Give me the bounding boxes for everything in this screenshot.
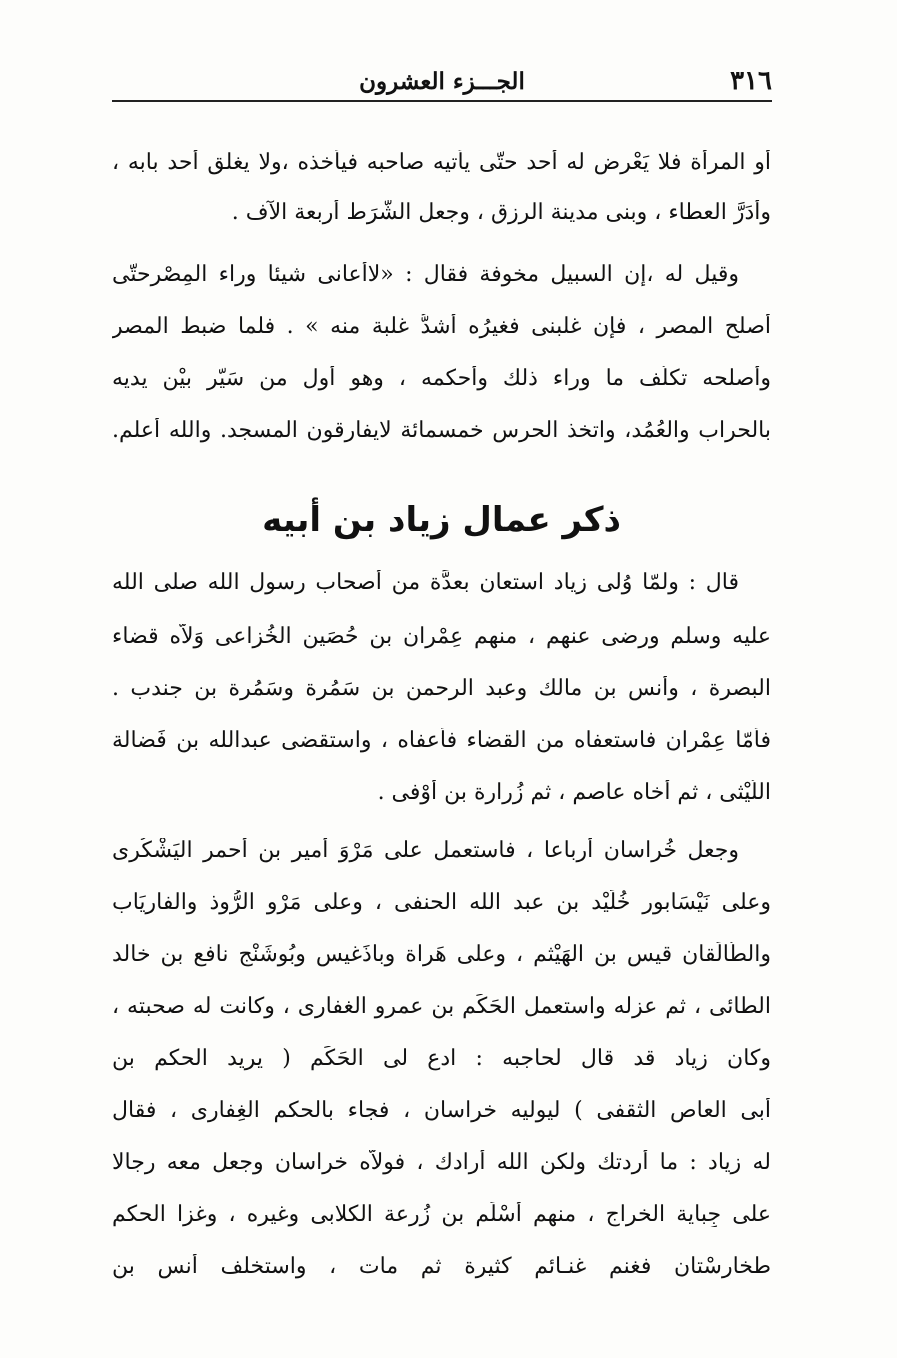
text-line: على جِباية الخراج ، منهم أسْلَم بن زُرعة الكلابى وغيره ، وغزا الحكم — [112, 1202, 771, 1227]
text-line: أصلح المصر ، فإن غلبنى فغيرُه أشدُّ غلبة منه » . فلما ضبط المصر — [112, 314, 771, 339]
text-line: قال : ولمّا وُلى زياد استعان بعدَّة من أصحاب رسول الله صلى الله — [112, 570, 739, 595]
text-line: وكان زياد قد قال لحاجبه : ادع لى الحَكَم ( يريد الحكم بن — [112, 1046, 771, 1071]
text-line: وجعل خُراسان أرباعا ، فاستعمل على مَرْوَ أمير بن أحمر اليَشْكُرى — [112, 838, 739, 863]
text-line: الطائى ، ثم عزله واستعمل الحَكَم بن عمرو الغفارى ، وكانت له صحبته ، — [112, 994, 771, 1019]
text-line: وأصلحه تكلّف ما وراء ذلك وأحكمه ، وهو أول من سَيّر بيْن يديه — [112, 366, 771, 391]
text-line: والطَّالَقان قيس بن الهَيْثم ، وعلى هَراة وباذَغيس وبُوشَنْج نافع بن خالد — [112, 942, 771, 967]
text-line: أو المرأة فلا يَعْرِض له أحد حتّى يأتيه صاحبه فيأخذه ،ولا يغلق أحد بابه ، — [112, 150, 771, 175]
text-line: وعلى نَيْسَابور خُلَيْد بن عبد الله الحنفى ، وعلى مَرْو الرُّوذ والفارِيَاب — [112, 890, 771, 915]
section-heading: ذكر عمال زياد بن أبيه — [262, 500, 621, 540]
text-line: عليه وسلم ورضى عنهم ، منهم عِمْران بن حُصَين الخُزاعى وَلاّه قضاء — [112, 624, 771, 649]
text-line: البصرة ، وأنس بن مالك وعبد الرحمن بن سَمُرة وسَمُرة بن جندب . — [112, 676, 771, 701]
running-title: الجـــزء العشرون — [359, 68, 525, 95]
page-header — [112, 62, 772, 102]
text-line: أبى العاص الثقفى ) ليوليه خراسان ، فجاء بالحكم الغِفارى ، فقال — [112, 1098, 771, 1123]
page-number: ٣١٦ — [730, 66, 772, 96]
text-line: طخارِسْتان فغنم غنـائم كثيرة ثم مات ، واستخلف أنس بن — [112, 1254, 771, 1279]
text-line: فأمّا عِمْران فاستعفاه من القضاء فأعفاه ، واستقضى عبدالله بن فَضالة — [112, 728, 771, 753]
text-line: وقيل له ،إن السبيل مخوفة فقال : «لاأعانى شيئا وراء المِصْرحتّى — [112, 262, 739, 287]
text-line: وأدَرَّ العطاء ، وبنى مدينة الرزق ، وجعل الشُّرَط أربعة الآف . — [231, 200, 771, 225]
text-line: له زياد : ما أردتك ولكن الله أرادك ، فولاّه خراسان وجعل معه رجالا — [112, 1150, 771, 1175]
text-line: بالحراب والعُمُد، واتخذ الحرس خمسمائة لايفارقون المسجد. والله أعلم. — [112, 418, 771, 443]
text-line: اللّيْثى ، ثم أخاه عاصم ، ثم زُرارة بن أوْفى . — [377, 780, 771, 805]
